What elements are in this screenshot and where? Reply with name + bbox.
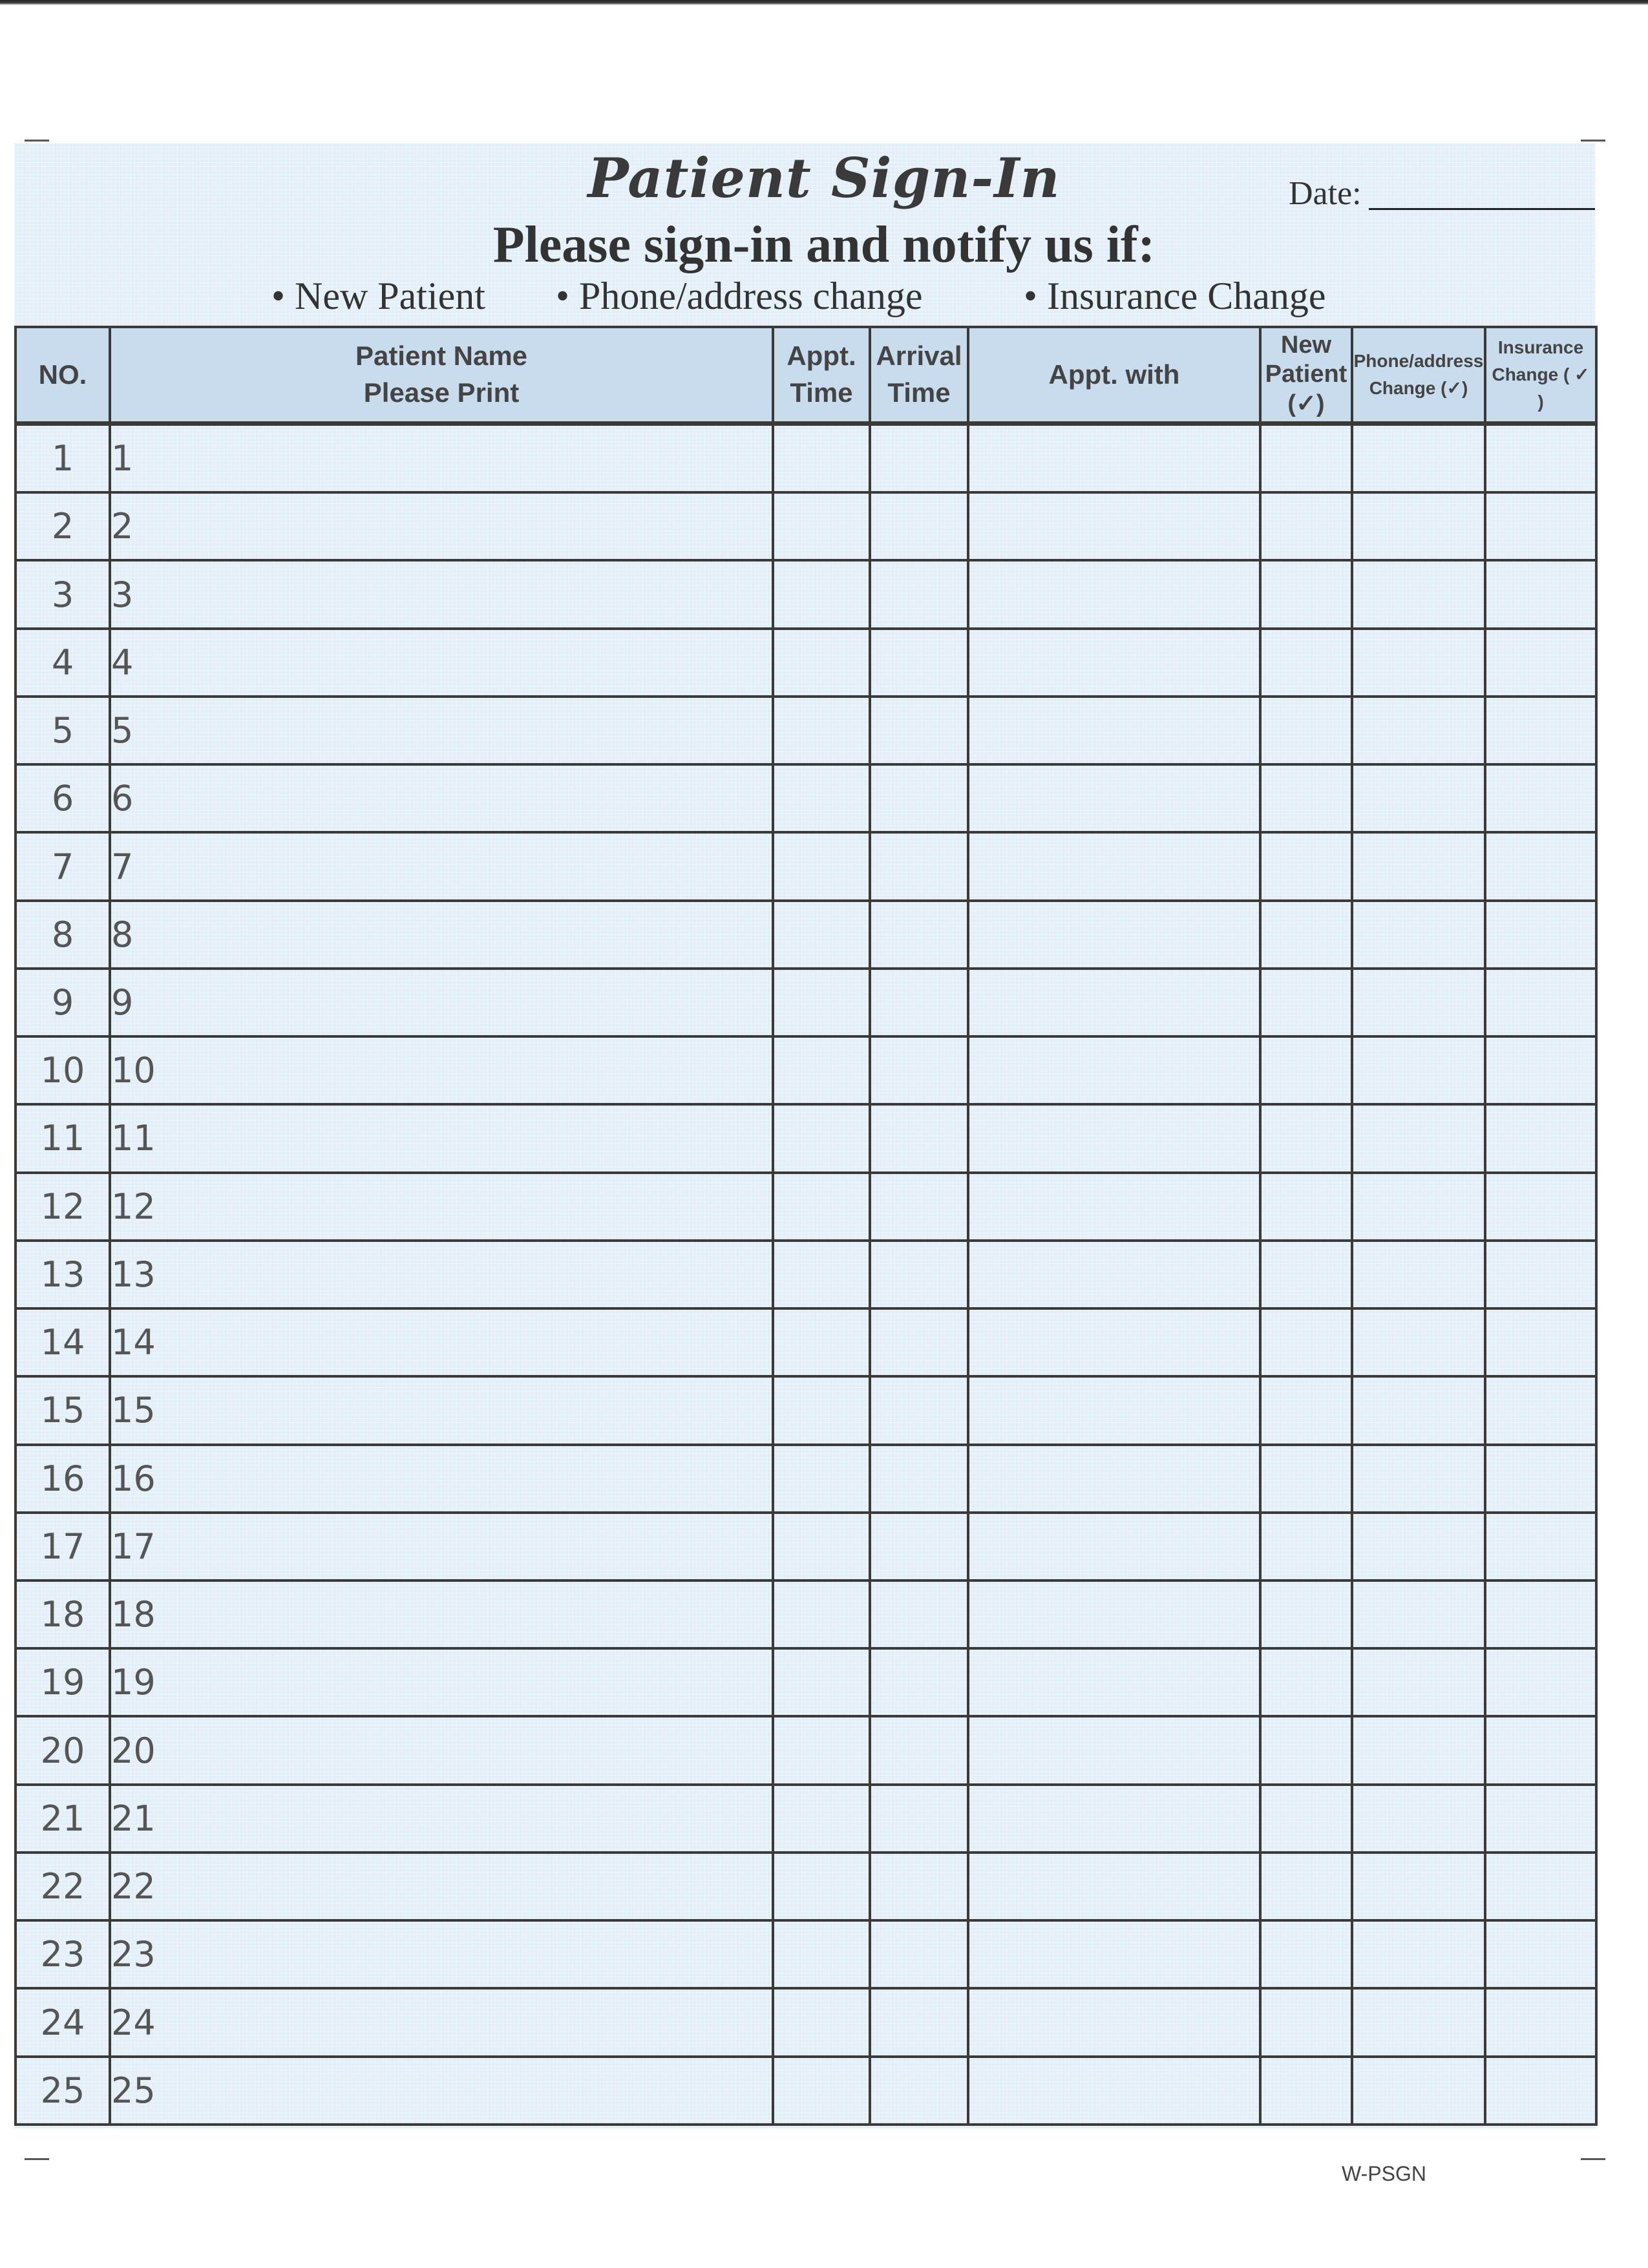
bullet-new-patient: • New Patient [271,275,485,317]
appt-time-cell[interactable] [773,1036,870,1104]
insurance-change-check-cell[interactable] [1485,1173,1596,1241]
appt-with-cell[interactable] [968,697,1260,764]
new-patient-check-cell[interactable] [1260,1241,1352,1308]
appt-time-cell[interactable] [773,1104,870,1172]
phone-address-change-check-cell[interactable] [1352,969,1485,1036]
new-patient-check-cell[interactable] [1260,424,1352,493]
sign-in-table [14,326,1598,2126]
crop-mark [1581,2158,1605,2160]
table-row [16,1036,1596,1104]
row-number: 17 [16,1513,110,1580]
crop-mark [1581,140,1605,142]
appt-time-cell[interactable] [773,424,870,493]
new-patient-check-cell[interactable] [1260,1445,1352,1513]
phone-address-change-check-cell[interactable] [1352,1785,1485,1853]
insurance-change-check-cell[interactable] [1485,1648,1596,1716]
header-arrival-time-line2: Time [887,377,951,408]
appt-with-cell[interactable] [968,1920,1260,1988]
phone-address-change-check-cell[interactable] [1352,1445,1485,1513]
arrival-time-cell[interactable] [870,424,968,493]
appt-with-cell[interactable] [968,901,1260,969]
patient-name-cell[interactable]: 18 [110,1580,773,1648]
patient-name-cell[interactable]: 7 [110,832,773,900]
header-new-patient-line3: (✓) [1287,390,1325,417]
row-number: 2 [16,492,110,560]
patient-name-cell[interactable]: 9 [110,969,773,1036]
new-patient-check-cell[interactable] [1260,1648,1352,1716]
phone-address-change-check-cell[interactable] [1352,832,1485,900]
row-number: 12 [16,1173,110,1241]
appt-time-cell[interactable] [773,1376,870,1444]
appt-with-cell[interactable] [968,764,1260,832]
insurance-change-check-cell[interactable] [1485,1920,1596,1988]
arrival-time-cell[interactable] [870,832,968,900]
phone-address-change-check-cell[interactable] [1352,1036,1485,1104]
arrival-time-cell[interactable] [870,697,968,764]
patient-name-cell[interactable]: 3 [110,560,773,628]
new-patient-check-cell[interactable] [1260,629,1352,697]
row-number: 22 [16,1853,110,1920]
arrival-time-cell[interactable] [870,2057,968,2125]
header-new-patient-line1: New [1280,331,1332,359]
new-patient-check-cell[interactable] [1260,1853,1352,1920]
table-row [16,560,1596,628]
appt-with-cell[interactable] [968,1580,1260,1648]
patient-name-cell[interactable]: 19 [110,1648,773,1716]
row-number: 3 [16,560,110,628]
patient-name-cell[interactable]: 21 [110,1785,773,1853]
row-number: 25 [16,2057,110,2125]
row-number: 10 [16,1036,110,1104]
new-patient-check-cell[interactable] [1260,969,1352,1036]
phone-address-change-check-cell[interactable] [1352,1580,1485,1648]
table-row [16,1173,1596,1241]
patient-name-cell[interactable]: 17 [110,1513,773,1580]
phone-address-change-check-cell[interactable] [1352,2057,1485,2125]
header-new-patient [1260,327,1352,424]
phone-address-change-check-cell[interactable] [1352,424,1485,493]
table-row [16,1513,1596,1580]
appt-with-cell[interactable] [968,1445,1260,1513]
row-number: 18 [16,1580,110,1648]
header-insurance-line2: Change ( ✓ ) [1492,364,1590,412]
appt-time-cell[interactable] [773,1445,870,1513]
patient-name-cell[interactable]: 8 [110,901,773,969]
phone-address-change-check-cell[interactable] [1352,1988,1485,2056]
new-patient-check-cell[interactable] [1260,1920,1352,1988]
insurance-change-check-cell[interactable] [1485,492,1596,560]
header-patient-name [110,327,773,424]
arrival-time-cell[interactable] [870,629,968,697]
table-row [16,901,1596,969]
appt-time-cell[interactable] [773,969,870,1036]
appt-time-cell[interactable] [773,629,870,697]
appt-with-cell[interactable] [968,1513,1260,1580]
insurance-change-check-cell[interactable] [1485,2057,1596,2125]
date-field-line[interactable] [1369,208,1595,210]
appt-with-cell[interactable] [968,1036,1260,1104]
form-title: Patient Sign-In [587,146,1061,210]
insurance-change-check-cell[interactable] [1485,1580,1596,1648]
appt-with-cell[interactable] [968,1716,1260,1784]
appt-with-cell[interactable] [968,1308,1260,1376]
phone-address-change-check-cell[interactable] [1352,1853,1485,1920]
table-row [16,2057,1596,2125]
row-number: 23 [16,1920,110,1988]
arrival-time-cell[interactable] [870,1580,968,1648]
patient-name-cell[interactable]: 12 [110,1173,773,1241]
new-patient-check-cell[interactable] [1260,832,1352,900]
row-number: 19 [16,1648,110,1716]
table-row [16,1716,1596,1784]
phone-address-change-check-cell[interactable] [1352,1241,1485,1308]
table-row [16,1308,1596,1376]
new-patient-check-cell[interactable] [1260,492,1352,560]
appt-with-cell[interactable] [968,1173,1260,1241]
appt-time-cell[interactable] [773,2057,870,2125]
insurance-change-check-cell[interactable] [1485,1716,1596,1784]
header-appt-time-line1: Appt. [787,341,856,372]
phone-address-change-check-cell[interactable] [1352,1648,1485,1716]
header-phone-line1: Phone/address [1353,351,1484,371]
new-patient-check-cell[interactable] [1260,1173,1352,1241]
appt-with-cell[interactable] [968,2057,1260,2125]
arrival-time-cell[interactable] [870,1308,968,1376]
insurance-change-check-cell[interactable] [1485,1104,1596,1172]
appt-time-cell[interactable] [773,492,870,560]
appt-with-cell[interactable] [968,832,1260,900]
arrival-time-cell[interactable] [870,969,968,1036]
row-number: 24 [16,1988,110,2056]
patient-name-cell[interactable]: 2 [110,492,773,560]
table-row [16,1376,1596,1444]
header-arrival-time-line1: Arrival [876,341,962,372]
bullet-insurance-change: • Insurance Change [1024,275,1326,317]
patient-name-cell[interactable]: 10 [110,1036,773,1104]
row-number: 8 [16,901,110,969]
arrival-time-cell[interactable] [870,1241,968,1308]
appt-time-cell[interactable] [773,697,870,764]
table-row [16,492,1596,560]
new-patient-check-cell[interactable] [1260,1036,1352,1104]
appt-with-cell[interactable] [968,492,1260,560]
new-patient-check-cell[interactable] [1260,1716,1352,1784]
phone-address-change-check-cell[interactable] [1352,1716,1485,1784]
table-row [16,1785,1596,1853]
appt-with-cell[interactable] [968,1853,1260,1920]
patient-name-cell[interactable]: 4 [110,629,773,697]
phone-address-change-check-cell[interactable] [1352,764,1485,832]
row-number: 5 [16,697,110,764]
new-patient-check-cell[interactable] [1260,1580,1352,1648]
arrival-time-cell[interactable] [870,1104,968,1172]
table-row [16,629,1596,697]
appt-time-cell[interactable] [773,764,870,832]
arrival-time-cell[interactable] [870,1785,968,1853]
patient-name-cell[interactable]: 1 [110,424,773,493]
row-number: 14 [16,1308,110,1376]
insurance-change-check-cell[interactable] [1485,1988,1596,2056]
appt-with-cell[interactable] [968,1376,1260,1444]
row-number: 6 [16,764,110,832]
insurance-change-check-cell[interactable] [1485,1036,1596,1104]
table-row [16,1648,1596,1716]
appt-time-cell[interactable] [773,832,870,900]
new-patient-check-cell[interactable] [1260,901,1352,969]
patient-name-cell[interactable]: 11 [110,1104,773,1172]
phone-address-change-check-cell[interactable] [1352,492,1485,560]
row-number: 15 [16,1376,110,1444]
insurance-change-check-cell[interactable] [1485,1785,1596,1853]
phone-address-change-check-cell[interactable] [1352,1920,1485,1988]
arrival-time-cell[interactable] [870,1988,968,2056]
arrival-time-cell[interactable] [870,492,968,560]
insurance-change-check-cell[interactable] [1485,1308,1596,1376]
insurance-change-check-cell[interactable] [1485,1376,1596,1444]
arrival-time-cell[interactable] [870,1173,968,1241]
appt-time-cell[interactable] [773,901,870,969]
table-row [16,1104,1596,1172]
header-appt-time-line2: Time [790,377,853,408]
appt-with-cell[interactable] [968,1104,1260,1172]
insurance-change-check-cell[interactable] [1485,424,1596,493]
new-patient-check-cell[interactable] [1260,2057,1352,2125]
table-row [16,764,1596,832]
appt-time-cell[interactable] [773,560,870,628]
insurance-change-check-cell[interactable] [1485,629,1596,697]
new-patient-check-cell[interactable] [1260,1376,1352,1444]
appt-with-cell[interactable] [968,1241,1260,1308]
date-label: Date: [1289,175,1362,212]
phone-address-change-check-cell[interactable] [1352,1173,1485,1241]
header-no: NO. [16,327,110,424]
header-insurance-line1: Insurance [1497,337,1584,357]
phone-address-change-check-cell[interactable] [1352,1104,1485,1172]
row-number: 16 [16,1445,110,1513]
new-patient-check-cell[interactable] [1260,1104,1352,1172]
arrival-time-cell[interactable] [870,1716,968,1784]
new-patient-check-cell[interactable] [1260,1308,1352,1376]
insurance-change-check-cell[interactable] [1485,1853,1596,1920]
arrival-time-cell[interactable] [870,901,968,969]
insurance-change-check-cell[interactable] [1485,832,1596,900]
row-number: 11 [16,1104,110,1172]
patient-name-cell[interactable]: 25 [110,2057,773,2125]
table-row [16,1853,1596,1920]
arrival-time-cell[interactable] [870,1920,968,1988]
appt-time-cell[interactable] [773,1241,870,1308]
arrival-time-cell[interactable] [870,1445,968,1513]
appt-with-cell[interactable] [968,969,1260,1036]
header-row [16,327,1596,424]
patient-name-cell[interactable]: 20 [110,1716,773,1784]
patient-name-cell[interactable]: 22 [110,1853,773,1920]
appt-time-cell[interactable] [773,1513,870,1580]
header-phone-line2: Change (✓) [1369,378,1468,398]
table-row [16,1580,1596,1648]
table-row [16,1445,1596,1513]
arrival-time-cell[interactable] [870,1376,968,1444]
appt-time-cell[interactable] [773,1988,870,2056]
appt-time-cell[interactable] [773,1716,870,1784]
header-new-patient-line2: Patient [1265,361,1347,388]
table-row [16,969,1596,1036]
patient-name-cell[interactable]: 14 [110,1308,773,1376]
appt-time-cell[interactable] [773,1580,870,1648]
insurance-change-check-cell[interactable] [1485,697,1596,764]
header-appt-with: Appt. with [968,327,1260,424]
bullet-phone-address-change: • Phone/address change [556,275,923,317]
form-subtitle: Please sign-in and notify us if: [492,216,1156,273]
patient-name-cell[interactable]: 6 [110,764,773,832]
new-patient-check-cell[interactable] [1260,560,1352,628]
phone-address-change-check-cell[interactable] [1352,629,1485,697]
arrival-time-cell[interactable] [870,1036,968,1104]
patient-name-cell[interactable]: 16 [110,1445,773,1513]
arrival-time-cell[interactable] [870,1513,968,1580]
row-number: 21 [16,1785,110,1853]
arrival-time-cell[interactable] [870,560,968,628]
phone-address-change-check-cell[interactable] [1352,697,1485,764]
appt-with-cell[interactable] [968,1988,1260,2056]
phone-address-change-check-cell[interactable] [1352,560,1485,628]
phone-address-change-check-cell[interactable] [1352,1513,1485,1580]
crop-mark [25,2158,49,2160]
appt-time-cell[interactable] [773,1308,870,1376]
new-patient-check-cell[interactable] [1260,697,1352,764]
table-row [16,832,1596,900]
header-appt-time [773,327,870,424]
arrival-time-cell[interactable] [870,764,968,832]
insurance-change-check-cell[interactable] [1485,969,1596,1036]
table-row [16,697,1596,764]
header-phone-address-change [1352,327,1485,424]
appt-time-cell[interactable] [773,1173,870,1241]
crop-mark [25,140,49,142]
appt-time-cell[interactable] [773,1648,870,1716]
patient-name-cell[interactable]: 23 [110,1920,773,1988]
patient-name-cell[interactable]: 13 [110,1241,773,1308]
table-row [16,1241,1596,1308]
phone-address-change-check-cell[interactable] [1352,1308,1485,1376]
row-number: 7 [16,832,110,900]
new-patient-check-cell[interactable] [1260,1988,1352,2056]
row-number: 4 [16,629,110,697]
row-number: 9 [16,969,110,1036]
row-number: 1 [16,424,110,493]
patient-name-cell[interactable]: 15 [110,1376,773,1444]
arrival-time-cell[interactable] [870,1853,968,1920]
new-patient-check-cell[interactable] [1260,1785,1352,1853]
phone-address-change-check-cell[interactable] [1352,901,1485,969]
header-patient-name-line1: Patient Name [355,341,528,372]
appt-with-cell[interactable] [968,424,1260,493]
phone-address-change-check-cell[interactable] [1352,1376,1485,1444]
patient-name-cell[interactable]: 5 [110,697,773,764]
scan-edge [0,0,1648,5]
new-patient-check-cell[interactable] [1260,1513,1352,1580]
header-arrival-time [870,327,968,424]
appt-time-cell[interactable] [773,1785,870,1853]
form-code: W-PSGN [1342,2162,1426,2185]
header-patient-name-line2: Please Print [363,377,520,408]
insurance-change-check-cell[interactable] [1485,764,1596,832]
row-number: 13 [16,1241,110,1308]
header-insurance-change [1485,327,1596,424]
appt-time-cell[interactable] [773,1920,870,1988]
new-patient-check-cell[interactable] [1260,764,1352,832]
insurance-change-check-cell[interactable] [1485,1241,1596,1308]
appt-with-cell[interactable] [968,1785,1260,1853]
patient-name-cell[interactable]: 24 [110,1988,773,2056]
insurance-change-check-cell[interactable] [1485,1513,1596,1580]
appt-time-cell[interactable] [773,1853,870,1920]
insurance-change-check-cell[interactable] [1485,560,1596,628]
insurance-change-check-cell[interactable] [1485,1445,1596,1513]
insurance-change-check-cell[interactable] [1485,901,1596,969]
appt-with-cell[interactable] [968,629,1260,697]
table-row [16,424,1596,493]
appt-with-cell[interactable] [968,1648,1260,1716]
appt-with-cell[interactable] [968,560,1260,628]
row-number: 20 [16,1716,110,1784]
arrival-time-cell[interactable] [870,1648,968,1716]
table-row [16,1920,1596,1988]
table-row [16,1988,1596,2056]
